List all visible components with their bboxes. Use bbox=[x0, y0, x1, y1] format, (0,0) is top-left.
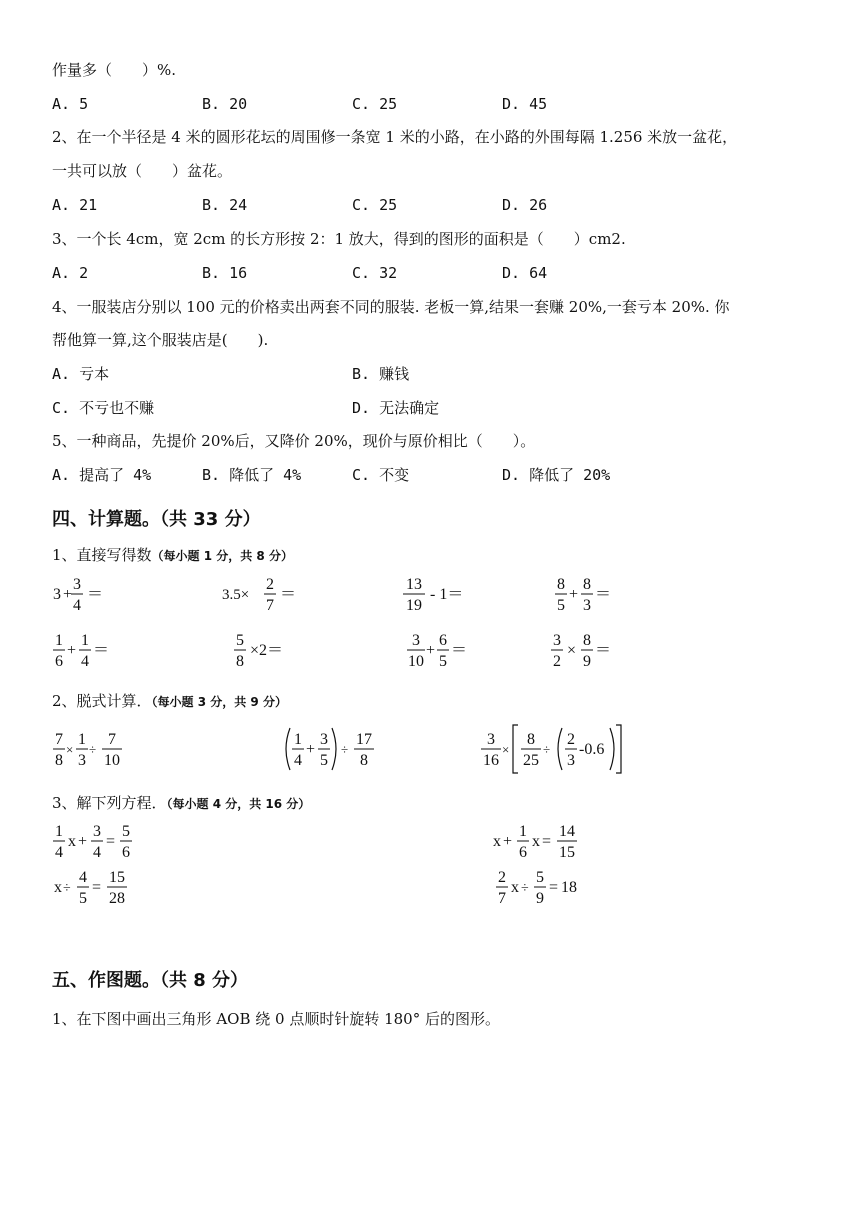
option-c: C. 25 bbox=[352, 196, 398, 214]
option-d: D. 26 bbox=[502, 196, 548, 214]
equation-3 bbox=[50, 864, 150, 910]
equals-sign: ＝ bbox=[595, 642, 612, 659]
direct-calc-1 bbox=[50, 570, 130, 616]
variable-x: x bbox=[532, 833, 540, 850]
stepwise-calc-1 bbox=[50, 722, 150, 774]
option-a: A. 亏本 bbox=[52, 365, 110, 383]
option-c: C. 不变 bbox=[352, 466, 410, 484]
question-stem: 作量多（ ）%. bbox=[52, 61, 177, 79]
numerator: 3 bbox=[412, 632, 420, 649]
plus-sign: + bbox=[78, 833, 88, 850]
divide-sign: ÷ bbox=[521, 881, 529, 896]
plus-sign: + bbox=[63, 586, 73, 603]
numerator: 8 bbox=[583, 576, 591, 593]
numerator: 1 bbox=[78, 731, 86, 748]
part-2-note: （每小题 3 分，共 9 分） bbox=[151, 695, 287, 709]
numerator: 2 bbox=[567, 731, 575, 748]
section-5-title: 五、作图题。（共 8 分） bbox=[52, 970, 249, 991]
variable-x: x bbox=[511, 879, 519, 896]
section-4-title: 四、计算题。（共 33 分） bbox=[52, 509, 261, 530]
option-a: A. 21 bbox=[52, 196, 98, 214]
numerator: 2 bbox=[498, 869, 506, 886]
equals-sign: ＝ bbox=[87, 586, 104, 603]
numerator: 6 bbox=[439, 632, 447, 649]
denominator: 6 bbox=[519, 844, 527, 861]
option-d: D. 无法确定 bbox=[352, 399, 440, 417]
direct-calc-4 bbox=[552, 570, 632, 616]
left-paren bbox=[286, 728, 290, 770]
plus-sign: + bbox=[569, 586, 579, 603]
denominator: 3 bbox=[78, 752, 86, 769]
part-1-label: 1、直接写得数 bbox=[52, 546, 152, 564]
numerator: 1 bbox=[294, 731, 302, 748]
direct-calc-7 bbox=[404, 626, 484, 672]
denominator: 6 bbox=[122, 844, 130, 861]
option-b: B. 20 bbox=[202, 95, 248, 113]
divide-sign: ÷ bbox=[341, 742, 349, 757]
question-2-line1: 2、在一个半径是 4 米的圆形花坛的周围修一条宽 1 米的小路，在小路的外围每隔 1.256 米放一盆花， bbox=[52, 128, 738, 146]
equals-sign: ＝ bbox=[93, 642, 110, 659]
numerator: 3 bbox=[93, 823, 101, 840]
tail: - 1＝ bbox=[430, 586, 464, 603]
option-a: A. 2 bbox=[52, 264, 89, 282]
denominator: 5 bbox=[79, 890, 87, 907]
numerator: 17 bbox=[356, 731, 372, 748]
option-d: D. 45 bbox=[502, 95, 548, 113]
equals-sign: = bbox=[542, 833, 552, 850]
decimal-term: -0.6 bbox=[579, 741, 605, 758]
denominator: 8 bbox=[55, 752, 63, 769]
denominator: 25 bbox=[523, 752, 539, 769]
numerator: 7 bbox=[108, 731, 116, 748]
denominator: 15 bbox=[559, 844, 575, 861]
denominator: 5 bbox=[439, 653, 447, 670]
denominator: 2 bbox=[553, 653, 561, 670]
equals-sign: ＝ bbox=[595, 586, 612, 603]
denominator: 7 bbox=[498, 890, 506, 907]
divide-sign: ÷ bbox=[63, 881, 71, 896]
denominator: 4 bbox=[73, 597, 81, 614]
numerator: 1 bbox=[55, 823, 63, 840]
equals-sign: ＝ bbox=[280, 586, 297, 603]
part-3-heading bbox=[52, 792, 310, 813]
part-3-note: （每小题 4 分，共 16 分） bbox=[166, 797, 311, 811]
numerator: 3 bbox=[553, 632, 561, 649]
denominator: 16 bbox=[483, 752, 499, 769]
numerator: 15 bbox=[109, 869, 125, 886]
denominator: 4 bbox=[93, 844, 101, 861]
plus-sign: + bbox=[67, 642, 77, 659]
numerator: 8 bbox=[583, 632, 591, 649]
numerator: 8 bbox=[527, 731, 535, 748]
question-5-line1: 5、一种商品，先提价 20%后，又降价 20%，现价与原价相比（ ）。 bbox=[52, 432, 536, 450]
denominator: 3 bbox=[567, 752, 575, 769]
part-1-heading bbox=[52, 544, 293, 565]
numerator: 8 bbox=[557, 576, 565, 593]
left-paren bbox=[558, 728, 562, 770]
plus-sign: + bbox=[503, 833, 513, 850]
stepwise-calc-2 bbox=[280, 722, 390, 774]
numerator: 7 bbox=[55, 731, 63, 748]
numerator: 4 bbox=[79, 869, 87, 886]
option-d: D. 64 bbox=[502, 264, 548, 282]
times-sign: × bbox=[502, 742, 510, 757]
part-1-note: （每小题 1 分，共 8 分） bbox=[151, 549, 293, 563]
divide-sign: ÷ bbox=[543, 742, 551, 757]
question-4-line2: 帮他算一算,这个服装店是( ). bbox=[52, 331, 269, 349]
right-paren bbox=[332, 728, 336, 770]
denominator: 7 bbox=[266, 597, 274, 614]
denominator: 19 bbox=[406, 597, 422, 614]
numerator: 3 bbox=[487, 731, 495, 748]
option-c: C. 25 bbox=[352, 95, 398, 113]
times-sign: × bbox=[66, 742, 74, 757]
question-4-line1: 4、一服装店分别以 100 元的价格卖出两套不同的服装. 老板一算,结果一套赚 20%,一套亏本 20%. 你 bbox=[52, 298, 730, 316]
option-b: B. 16 bbox=[202, 264, 248, 282]
option-a: A. 5 bbox=[52, 95, 89, 113]
numerator: 1 bbox=[519, 823, 527, 840]
denominator: 3 bbox=[583, 597, 591, 614]
numerator: 13 bbox=[406, 576, 422, 593]
equation-4 bbox=[493, 864, 593, 910]
plus-sign: + bbox=[426, 642, 436, 659]
equals-sign: ＝ bbox=[451, 642, 468, 659]
option-b: B. 24 bbox=[202, 196, 248, 214]
direct-calc-6 bbox=[230, 626, 310, 672]
section-5-question-1: 1、在下图中画出三角形 AOB 绕 0 点顺时针旋转 180° 后的图形。 bbox=[52, 1010, 500, 1028]
option-c: C. 32 bbox=[352, 264, 398, 282]
numerator: 5 bbox=[122, 823, 130, 840]
direct-calc-2 bbox=[220, 570, 320, 616]
right-bracket bbox=[616, 725, 621, 773]
option-a: A. 提高了 4% bbox=[52, 466, 152, 484]
denominator: 8 bbox=[236, 653, 244, 670]
question-3-line1: 3、一个长 4cm，宽 2cm 的长方形按 2：1 放大，得到的图形的面积是（ ）cm2. bbox=[52, 230, 626, 248]
numerator: 1 bbox=[81, 632, 89, 649]
numerator: 3 bbox=[73, 576, 81, 593]
variable-x: x bbox=[54, 879, 62, 896]
denominator: 4 bbox=[294, 752, 302, 769]
denominator: 10 bbox=[408, 653, 424, 670]
rhs-value: 18 bbox=[561, 879, 577, 896]
direct-calc-8 bbox=[548, 626, 628, 672]
variable-x: x bbox=[493, 833, 501, 850]
right-paren bbox=[610, 728, 614, 770]
denominator: 4 bbox=[55, 844, 63, 861]
denominator: 8 bbox=[360, 752, 368, 769]
divide-sign: ÷ bbox=[89, 742, 97, 757]
times-sign: × bbox=[567, 642, 577, 659]
variable-x: x bbox=[68, 833, 76, 850]
denominator: 10 bbox=[104, 752, 120, 769]
denominator: 4 bbox=[81, 653, 89, 670]
denominator: 9 bbox=[583, 653, 591, 670]
equation-1 bbox=[50, 818, 150, 864]
plus-sign: + bbox=[306, 741, 316, 758]
direct-calc-3 bbox=[400, 570, 490, 616]
numerator: 5 bbox=[536, 869, 544, 886]
option-c: C. 不亏也不赚 bbox=[52, 399, 155, 417]
left-bracket bbox=[513, 725, 518, 773]
denominator: 5 bbox=[557, 597, 565, 614]
numerator: 14 bbox=[559, 823, 575, 840]
numerator: 2 bbox=[266, 576, 274, 593]
numerator: 5 bbox=[236, 632, 244, 649]
direct-calc-5 bbox=[50, 626, 130, 672]
question-2-line2: 一共可以放（ ）盆花。 bbox=[52, 162, 233, 180]
denominator: 6 bbox=[55, 653, 63, 670]
numerator: 1 bbox=[55, 632, 63, 649]
tail: ×2＝ bbox=[250, 642, 284, 659]
denominator: 28 bbox=[109, 890, 125, 907]
option-b: B. 降低了 4% bbox=[202, 466, 302, 484]
term: 3.5× bbox=[222, 587, 250, 603]
part-3-label: 3、解下列方程． bbox=[52, 794, 167, 812]
equation-2 bbox=[490, 818, 590, 864]
part-2-label: 2、脱式计算． bbox=[52, 692, 152, 710]
option-d: D. 降低了 20% bbox=[502, 466, 611, 484]
equals-sign: = bbox=[106, 833, 116, 850]
term: 3 bbox=[53, 586, 61, 603]
equals-sign: = bbox=[549, 879, 559, 896]
stepwise-calc-3 bbox=[478, 722, 638, 778]
denominator: 5 bbox=[320, 752, 328, 769]
equals-sign: = bbox=[92, 879, 102, 896]
denominator: 9 bbox=[536, 890, 544, 907]
part-2-heading bbox=[52, 690, 287, 711]
numerator: 3 bbox=[320, 731, 328, 748]
option-b: B. 赚钱 bbox=[352, 365, 410, 383]
